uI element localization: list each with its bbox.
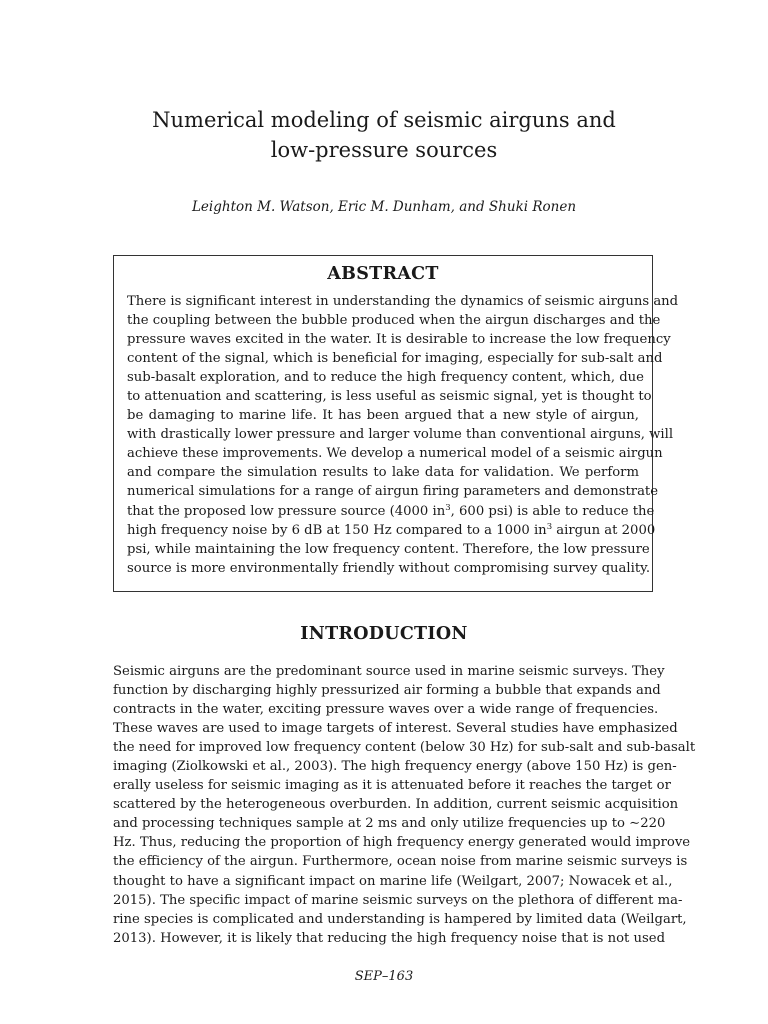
introduction-heading: INTRODUCTION xyxy=(300,624,468,644)
abstract-line: to attenuation and scattering, is less useful as seismic signal, yet is thought to xyxy=(127,389,652,405)
abstract-heading: ABSTRACT xyxy=(327,264,439,284)
introduction-line: rine species is complicated and understanding is hampered by limited data (Weilgart, xyxy=(113,911,687,927)
introduction-line: 2013). However, it is likely that reducing the high frequency noise that is not used xyxy=(113,930,666,946)
abstract-line: be damaging to marine life. It has been argued that a new style of airgun, xyxy=(127,408,639,424)
abstract-line: psi, while maintaining the low frequency content. Therefore, the low pressure xyxy=(127,541,650,557)
introduction-line: the need for improved low frequency content (below 30 Hz) for sub-salt and sub-basalt xyxy=(113,740,696,756)
introduction-line: imaging (Ziolkowski et al., 2003). The high frequency energy (above 150 Hz) is gen- xyxy=(113,759,677,775)
paper-title xyxy=(0,105,768,165)
abstract-line-part: , 600 psi) is able to reduce the xyxy=(450,503,655,519)
introduction-line: contracts in the water, exciting pressure waves over a wide range of frequencies. xyxy=(113,702,659,718)
abstract-line-part: high frequency noise by 6 dB at 150 Hz compared to a 1000 in xyxy=(127,522,547,538)
introduction-text xyxy=(113,662,696,948)
abstract-line: the coupling between the bubble produced when the airgun discharges and the xyxy=(127,313,661,329)
author-list: Leighton M. Watson, Eric M. Dunham, and Shuki Ronen xyxy=(191,199,577,215)
abstract-line-with-superscript xyxy=(127,521,656,540)
introduction-line: scattered by the heterogeneous overburden. In addition, current seismic acquisition xyxy=(113,797,679,813)
introduction-line: and processing techniques sample at 2 ms and only utilize frequencies up to ∼220 xyxy=(113,816,666,832)
abstract-line: There is significant interest in understanding the dynamics of seismic airguns and xyxy=(127,294,679,309)
introduction-line: erally useless for seismic imaging as it is attenuated before it reaches the target or xyxy=(113,778,671,794)
superscript: 3 xyxy=(546,521,553,532)
abstract-line: numerical simulations for a range of airgun firing parameters and demonstrate xyxy=(127,484,659,500)
title-line-1: Numerical modeling of seismic airguns and xyxy=(152,108,616,132)
superscript: 3 xyxy=(445,502,451,513)
title-line-2: low-pressure sources xyxy=(270,138,498,162)
abstract-box xyxy=(113,255,679,592)
abstract-line: pressure waves excited in the water. It is desirable to increase the low frequency xyxy=(127,332,671,348)
page-footer-label: SEP–163 xyxy=(354,969,414,984)
introduction-line: thought to have a significant impact on marine life (Weilgart, 2007; Nowacek et al., xyxy=(113,873,673,889)
abstract-line: source is more environmentally friendly without compromising survey quality. xyxy=(127,560,651,576)
abstract-line-part: that the proposed low pressure source (4000 in xyxy=(127,503,446,519)
abstract-line-with-superscript xyxy=(127,502,655,521)
introduction-line: Seismic airguns are the predominant source used in marine seismic surveys. They xyxy=(113,664,665,679)
abstract-line: sub-basalt exploration, and to reduce the high frequency content, which, due xyxy=(127,370,644,386)
abstract-line: with drastically lower pressure and larger volume than conventional airguns, will xyxy=(127,427,674,443)
abstract-line-part: airgun at 2000 xyxy=(552,522,656,538)
introduction-line: function by discharging highly pressurized air forming a bubble that expands and xyxy=(113,683,661,699)
abstract-text xyxy=(127,292,679,578)
introduction-line: the efficiency of the airgun. Furthermore, ocean noise from marine seismic surveys is xyxy=(113,854,688,870)
abstract-line: and compare the simulation results to lake data for validation. We perform xyxy=(127,465,639,481)
abstract-line: achieve these improvements. We develop a numerical model of a seismic airgun xyxy=(127,446,663,462)
abstract-line: content of the signal, which is beneficial for imaging, especially for sub-salt and xyxy=(127,351,663,367)
introduction-line: These waves are used to image targets of interest. Several studies have emphasized xyxy=(113,721,678,737)
introduction-line: Hz. Thus, reducing the proportion of high frequency energy generated would improve xyxy=(113,835,691,851)
introduction-line: 2015). The specific impact of marine seismic surveys on the plethora of different ma- xyxy=(113,892,683,908)
